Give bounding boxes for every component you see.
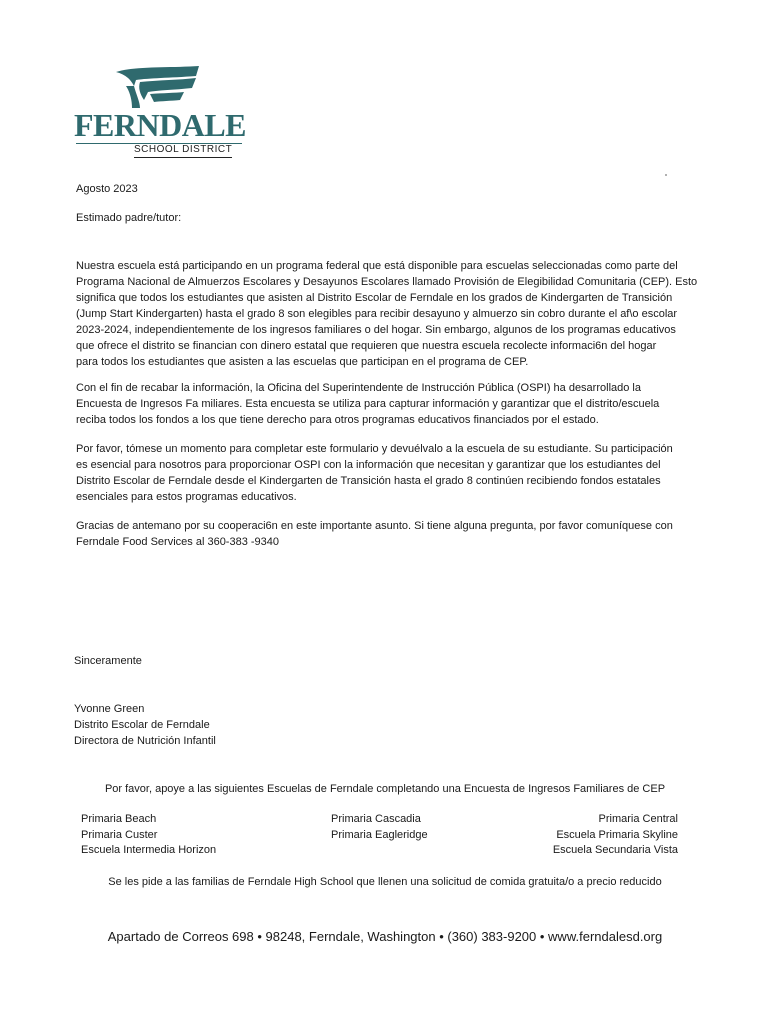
school-name: Primaria Central — [598, 813, 678, 825]
letter-date: Agosto 2023 — [76, 183, 138, 195]
paragraph-2 — [76, 380, 688, 428]
paragraph-line: reciba todos los fondos a los que tiene derecho para otros programas educativos financiados por el estado. — [76, 414, 599, 426]
paragraph-1 — [76, 258, 698, 370]
paragraph-line: es esencial para nosotros para proporcionar OSPI con la información que necesitan y garantizar que los estudiantes del — [76, 459, 661, 471]
paragraph-line: Por favor, tómese un momento para completar este formulario y devuélvalo a la escuela de su estudiante. Su participación — [76, 443, 673, 455]
schools-column-right — [500, 812, 678, 859]
schools-column-middle — [331, 812, 428, 843]
letter-closing: Sinceramente — [74, 655, 142, 667]
letter-salutation: Estimado padre/tutor: — [76, 212, 182, 224]
paragraph-line: Distrito Escolar de Ferndale desde el Kindergarten de Transición hasta el grado 8 continúen recibiendo fondos estatales — [76, 475, 661, 487]
paragraph-line: Con el fin de recabar la información, la Oficina del Superintendente de Instrucción Pública (OSPI) ha desarrollado la — [76, 382, 641, 394]
footer-address: Apartado de Correos 698 • 98248, Ferndale, Washington • (360) 383-9200 • www.ferndalesd.org — [107, 929, 663, 944]
paragraph-4 — [76, 518, 688, 550]
paragraph-line: esenciales para estos programas educativos. — [76, 491, 297, 503]
page-speck — [665, 174, 667, 176]
school-name: Primaria Custer — [81, 828, 158, 841]
paragraph-line: Ferndale Food Services al 360-383 -9340 — [76, 536, 280, 548]
school-name: Primaria Eagleridge — [331, 828, 428, 841]
high-school-note: Se les pide a las familias de Ferndale High School que llenen una solicitud de comida gratuita/o a precio reducido — [108, 876, 662, 888]
school-name: Escuela Intermedia Horizon — [81, 844, 217, 856]
school-name: Escuela Secundaria Vista — [552, 844, 678, 856]
signer-title: Directora de Nutrición Infantil — [74, 735, 216, 747]
schools-heading: Por favor, apoye a las siguientes Escuelas de Ferndale completando una Encuesta de Ingresos Familiares de CEP — [104, 783, 666, 795]
paragraph-line: Nuestra escuela está participando en un programa federal que está disponible para escuelas seleccionadas como parte del — [76, 260, 678, 272]
paragraph-line: (Jump Start Kindergarten) hasta el grado 8 son elegibles para recibir desayuno y almuerzo sin cobro durante el af\o escolar — [76, 308, 678, 320]
school-name: Escuela Primaria Skyline — [556, 828, 678, 841]
leaf-emblem-icon — [74, 64, 244, 110]
paragraph-line: que ofrece el distrito se financian con dinero estatal que requieren que nuestra escuela recolecte informaci6n del hogar — [76, 340, 657, 352]
district-logo — [74, 64, 247, 156]
paragraph-line: Programa Nacional de Almuerzos Escolares y Desayunos Escolares llamado Provisión de Elegibilidad Comunitaria (CEP). Esto — [76, 276, 698, 288]
schools-column-left — [81, 812, 216, 859]
paragraph-3 — [76, 441, 688, 505]
paragraph-line: Encuesta de Ingresos Fa miliares. Esta encuesta se utiliza para capturar información y garantizar que el distrito/escuela — [76, 398, 660, 410]
paragraph-line: Gracias de antemano por su cooperaci6n en este importante asunto. Si tiene alguna pregunta, por favor comuníquese con — [76, 520, 673, 532]
logo-wordmark: FERNDALE — [74, 107, 247, 143]
signer-organization: Distrito Escolar de Ferndale — [74, 719, 210, 731]
paragraph-line: 2023-2024, independientemente de los ingresos familiares o del hogar. Sin embargo, algunos de los programas educativos — [76, 324, 676, 336]
signer-name: Yvonne Green — [74, 703, 145, 715]
paragraph-line: significa que todos los estudiantes que asisten al Distrito Escolar de Ferndale en los grados de Kindergarten de Transición — [76, 292, 673, 304]
logo-subtitle: SCHOOL DISTRICT — [134, 144, 232, 158]
school-name: Primaria Cascadia — [331, 813, 421, 825]
paragraph-line: para todos los estudiantes que asisten a las escuelas que participan en el programa de CEP. — [76, 356, 529, 368]
school-name: Primaria Beach — [81, 813, 157, 825]
